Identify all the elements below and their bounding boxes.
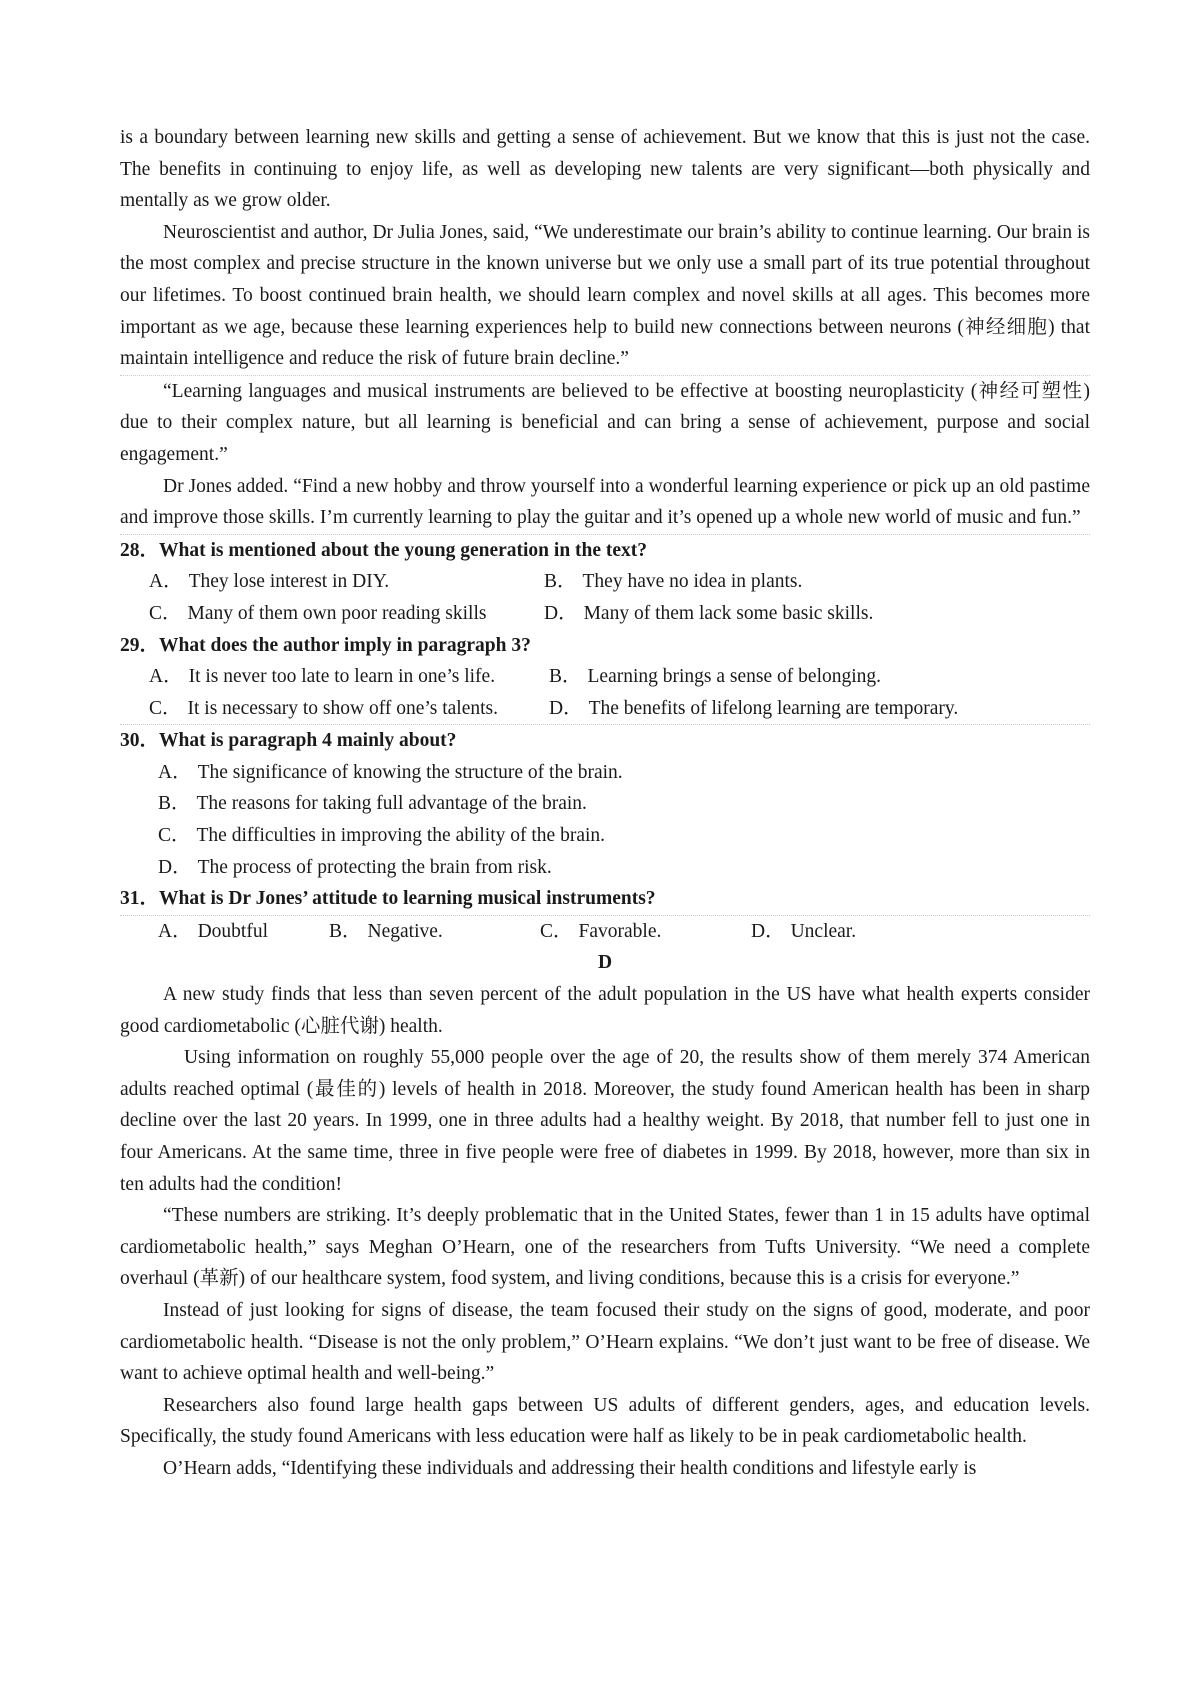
option-b[interactable]: B． The reasons for taking full advantage of the brain. [158,793,587,815]
option-b[interactable]: B． Learning brings a sense of belonging. [549,666,882,688]
question-29 [120,630,1090,726]
passage-c-paragraph-jones-quote: Neuroscientist and author, Dr Julia Jones, said, “We underestimate our brain’s ability to continue learning. Our brain is the most complex and precise structure in the known universe but we only use a small part of its true potential throughout our lifetimes. To boost continued brain health, we should learn complex and novel skills at all ages. This becomes more important as we age, because these learning experiences help to build new connections between neurons (神经细胞) that maintain intelligence and reduce the risk of future brain decline.” [120,217,1090,376]
option-d[interactable]: D． Unclear. [751,920,857,942]
question-options [120,757,1090,883]
question-stem: 29．What does the author imply in paragraph 3? [120,634,531,656]
option-b[interactable]: B． Negative. [329,920,443,942]
option-c[interactable]: C． Many of them own poor reading skills [149,602,487,624]
passage-c-paragraph-continued: is a boundary between learning new skills and getting a sense of achievement. But we know that this is just not the case. The benefits in continuing to enjoy life, as well as developing new talents are very significant—both physically and mentally as we grow older. [120,127,1090,212]
passage-d-paragraph-4: Instead of just looking for signs of disease, the team focused their study on the signs of good, moderate, and poor cardiometabolic health. “Disease is not the only problem,” O’Hearn explains. “We don’t just want to be free of disease. We want to achieve optimal health and well-being.” [120,1299,1090,1385]
passage-d-paragraph-2: Using information on roughly 55,000 people over the age of 20, the results show of them merely 374 American adults reached optimal (最佳的) levels of health in 2018. Moreover, the study found American health has been in sharp decline over the last 20 years. In 1999, one in three adults had a healthy weight. By 2018, that number fell to just one in four Americans. At the same time, three in five people were free of diabetes in 1999. By 2018, however, more than six in ten adults had the condition! [120,1047,1090,1195]
question-options [120,916,1090,948]
passage-d-paragraph-1: A new study finds that less than seven percent of the adult population in the US have what health experts consider good cardiometabolic (心脏代谢) health. [120,984,1090,1037]
passage-d-paragraph-5: Researchers also found large health gaps between US adults of different genders, ages, and education levels. Specifically, the study found Americans with less education were half as likely to be in peak cardiometabolic health. [120,1394,1090,1448]
question-31 [120,883,1090,947]
question-options [120,661,1090,725]
passage-c-paragraph-languages: “Learning languages and musical instruments are believed to be effective at boosting neuroplasticity (神经可塑性) due to their complex nature, but all learning is beneficial and can bring a sense of achievement, purpose and social engagement.” [120,380,1090,465]
option-b[interactable]: B． They have no idea in plants. [544,571,803,593]
option-c[interactable]: C． Favorable. [540,920,662,942]
passage-d-paragraph-3: “These numbers are striking. It’s deeply problematic that in the United States, fewer than 1 in 15 adults have optimal cardiometabolic health,” says Meghan O’Hearn, one of the researchers from Tufts University. “We need a complete overhaul (革新) of our healthcare system, food system, and living conditions, because this is a crisis for everyone.” [120,1205,1090,1290]
option-c[interactable]: C． It is necessary to show off one’s talents. [149,697,499,719]
passage-d-paragraph-6: O’Hearn adds, “Identifying these individuals and addressing their health conditions and lifestyle early is [163,1457,977,1479]
option-a[interactable]: A． It is never too late to learn in one’s life. [149,666,496,688]
option-a[interactable]: A． They lose interest in DIY. [149,571,390,593]
question-30 [120,725,1090,883]
question-stem: 31．What is Dr Jones’ attitude to learning musical instruments? [120,883,1090,916]
option-a[interactable]: A． The significance of knowing the structure of the brain. [158,761,623,783]
passage-c-paragraph-hobby: Dr Jones added. “Find a new hobby and throw yourself into a wonderful learning experience or pick up an old pastime and improve those skills. I’m currently learning to play the guitar and it’s opened up a whole new world of music and fun.” [120,471,1090,535]
question-options [120,566,1090,629]
option-a[interactable]: A． Doubtful [158,920,269,942]
option-d[interactable]: D． The benefits of lifelong learning are temporary. [549,697,959,719]
question-28 [120,535,1090,630]
option-d[interactable]: D． Many of them lack some basic skills. [544,602,874,624]
option-d[interactable]: D． The process of protecting the brain from risk. [158,856,552,878]
passage-d-heading: D [597,952,613,974]
option-c[interactable]: C． The difficulties in improving the ability of the brain. [158,825,606,847]
question-stem: 30．What is paragraph 4 mainly about? [120,730,457,752]
question-stem: 28．What is mentioned about the young generation in the text? [120,539,648,561]
